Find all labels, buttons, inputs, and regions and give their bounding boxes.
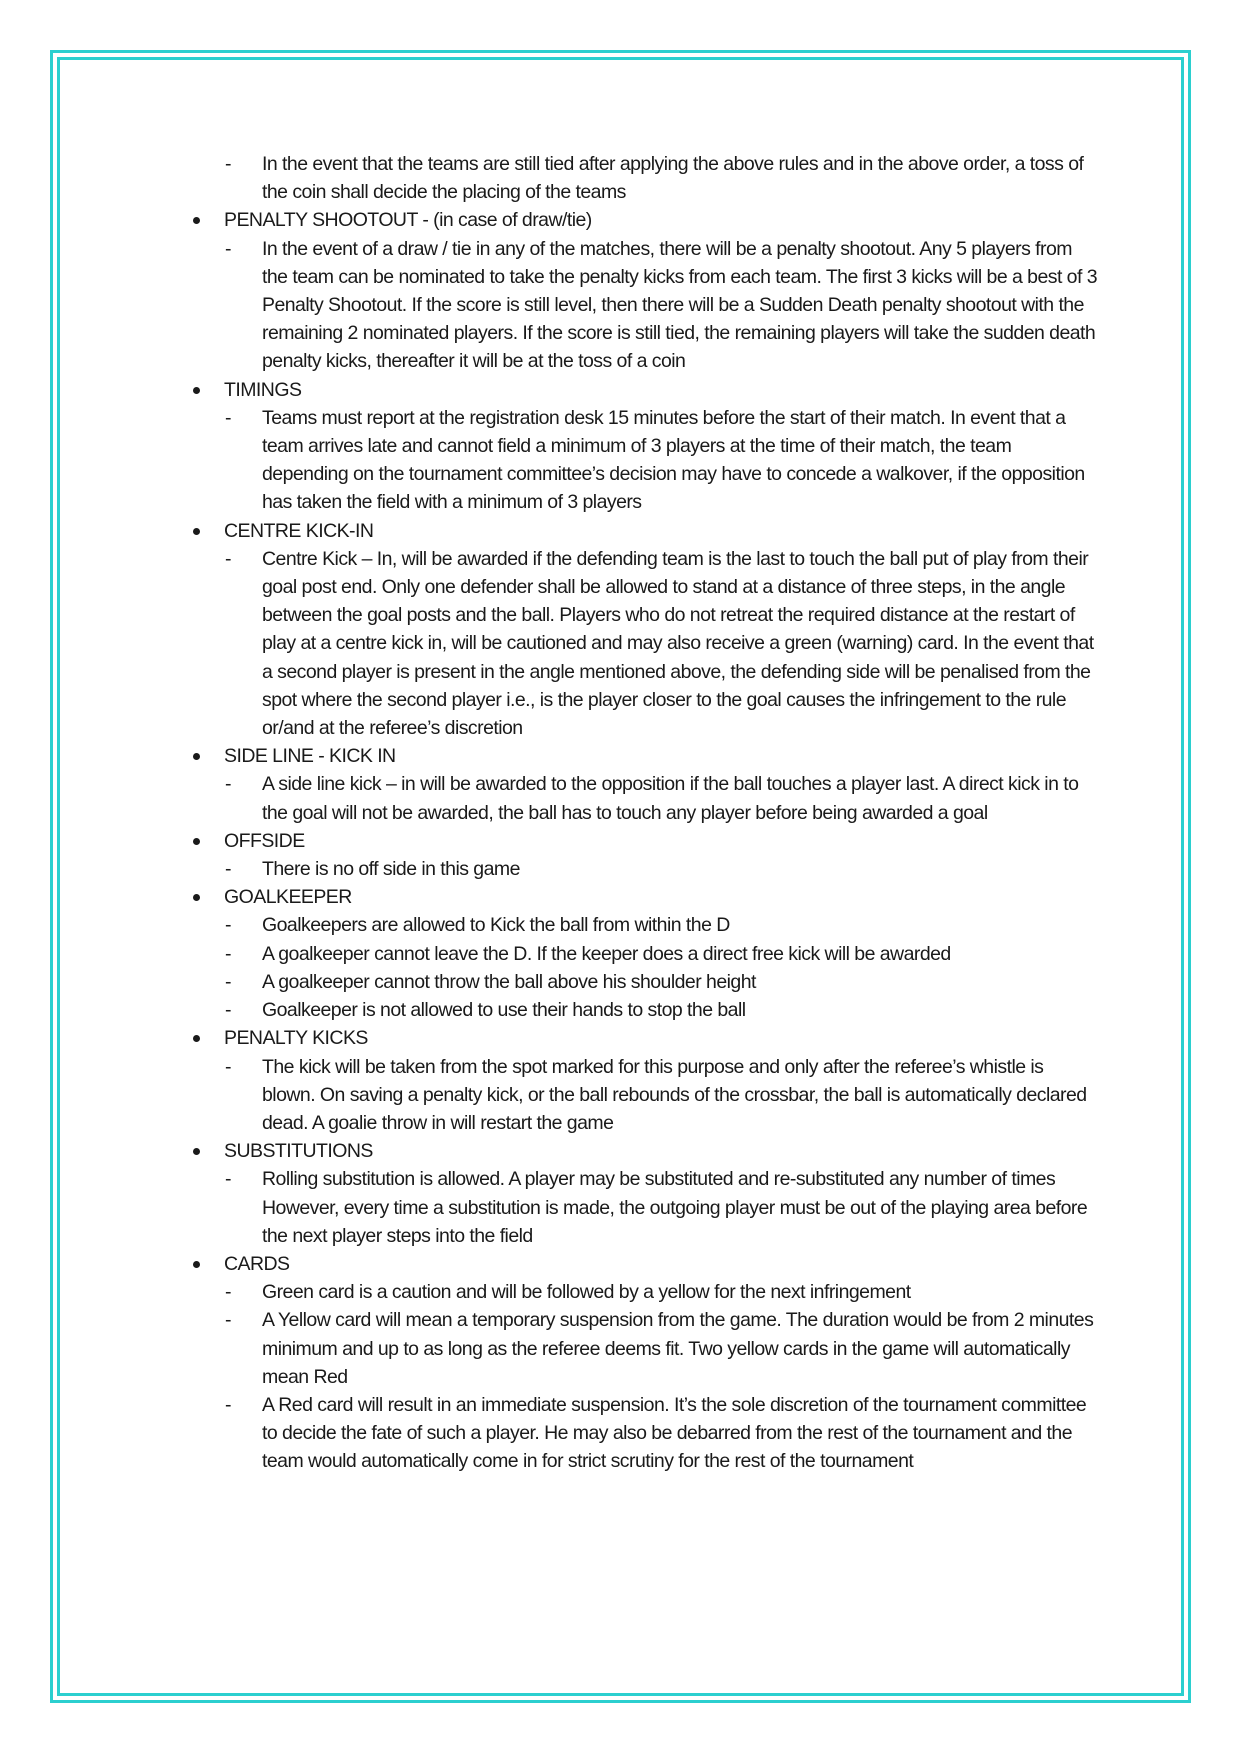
list-item <box>180 996 1100 1024</box>
section-heading <box>180 376 1100 404</box>
bullet-icon <box>193 753 200 760</box>
bullet-icon <box>193 217 200 224</box>
list-item <box>180 404 1100 517</box>
list-item <box>180 968 1100 996</box>
dash-marker-icon: - <box>225 942 231 965</box>
list-item <box>180 1165 1100 1250</box>
heading-text: PENALTY KICKS <box>224 1027 368 1050</box>
bullet-icon <box>193 387 200 394</box>
list-item <box>180 1053 1100 1138</box>
bullet-icon <box>193 894 200 901</box>
item-text: A side line kick – in will be awarded to the opposition if the ball touches a player last. A direct kick in to the goal will not be awarded, the ball has to touch any player before being awarded a goal <box>262 773 1079 824</box>
item-text: Rolling substitution is allowed. A player may be substituted and re-substituted any number of times However, every time a substitution is made, the outgoing player must be out of the playing area before the next player steps into the field <box>262 1168 1088 1247</box>
list-item <box>180 235 1100 376</box>
item-text: A Red card will result in an immediate suspension. It’s the sole discretion of the tournament committee to decide the fate of such a player. He may also be debarred from the rest of the tournament and the team would automatically come in for strict scrutiny for the rest of the tournament <box>262 1393 1087 1473</box>
list-item <box>180 150 1100 206</box>
section-heading <box>180 827 1100 855</box>
item-text: Goalkeepers are allowed to Kick the ball from within the D <box>262 914 730 937</box>
dash-marker-icon: - <box>225 1393 231 1416</box>
list-item <box>180 545 1100 742</box>
item-text: Goalkeeper is not allowed to use their hands to stop the ball <box>262 999 746 1022</box>
item-text: Green card is a caution and will be followed by a yellow for the next infringement <box>262 1281 911 1304</box>
item-text: There is no off side in this game <box>262 858 520 881</box>
list-item <box>180 855 1100 883</box>
item-text: A Yellow card will mean a temporary suspension from the game. The duration would be from 2 minutes minimum and up to as long as the referee deems fit. Two yellow cards in the game will automatically mean Red <box>262 1309 1094 1388</box>
heading-text: CENTRE KICK-IN <box>224 519 374 542</box>
heading-text: TIMINGS <box>224 378 302 401</box>
list-item <box>180 1278 1100 1306</box>
item-text: A goalkeeper cannot leave the D. If the keeper does a direct free kick will be awarded <box>262 942 951 965</box>
section-penalty-shootout <box>180 206 1100 375</box>
dash-marker-icon: - <box>225 858 231 881</box>
bullet-icon <box>193 838 200 845</box>
list-item <box>180 1391 1100 1476</box>
item-text: In the event of a draw / tie in any of the matches, there will be a penalty shootout. Any 5 players from the team can be nominated to take the penalty kicks from each team. The first 3 kicks will be a best of 3 Penalty Shootout. If the score is still level, then there will be a Sudden Death penalty shootout with the remaining 2 nominated players. If the score is still tied, the remaining players will take the sudden death penalty kicks, thereafter it will be at the toss of a coin <box>262 237 1098 373</box>
dash-marker-icon: - <box>225 914 231 937</box>
heading-text: SIDE LINE - KICK IN <box>224 745 396 768</box>
section-substitutions <box>180 1137 1100 1250</box>
section-offside <box>180 827 1100 883</box>
section-heading <box>180 206 1100 234</box>
section-side-line-kick-in <box>180 742 1100 827</box>
dash-marker-icon: - <box>225 547 231 570</box>
dash-marker-icon: - <box>225 237 231 260</box>
bullet-icon <box>193 528 200 535</box>
item-text: The kick will be taken from the spot marked for this purpose and only after the referee’s whistle is blown. On saving a penalty kick, or the ball rebounds of the crossbar, the ball is automatically declared dead. A goalie throw in will restart the game <box>262 1055 1087 1134</box>
dash-marker-icon: - <box>225 970 231 993</box>
section-centre-kick-in <box>180 517 1100 743</box>
section-tie-break-continuation <box>180 150 1100 206</box>
section-heading <box>180 742 1100 770</box>
section-heading <box>180 1250 1100 1278</box>
heading-text: CARDS <box>224 1252 290 1275</box>
list-item <box>180 1306 1100 1391</box>
item-text: Centre Kick – In, will be awarded if the defending team is the last to touch the ball put of play from their goal post end. Only one defender shall be allowed to stand at a distance of three steps, in the angle between the goal posts and the ball. Players who do not retreat the required distance at the restart of play at a centre kick in, will be cautioned and may also receive a green (warning) card. In the event that a second player is present in the angle mentioned above, the defending side will be penalised from the spot where the second player i.e., is the player closer to the goal causes the infringement to the rule or/and at the referee’s discretion <box>262 547 1094 740</box>
heading-text: GOALKEEPER <box>224 886 352 909</box>
section-penalty-kicks <box>180 1024 1100 1137</box>
dash-marker-icon: - <box>225 773 231 796</box>
section-cards <box>180 1250 1100 1476</box>
list-item <box>180 940 1100 968</box>
dash-marker-icon: - <box>225 406 231 429</box>
list-item <box>180 770 1100 826</box>
item-text: Teams must report at the registration desk 15 minutes before the start of their match. In event that a team arrives late and cannot field a minimum of 3 players at the time of their match, the team depending on the tournament committee’s decision may have to concede a walkover, if the opposition has taken the field with a minimum of 3 players <box>262 406 1085 514</box>
dash-marker-icon: - <box>225 1309 231 1332</box>
bullet-icon <box>193 1035 200 1042</box>
dash-marker-icon: - <box>225 1281 231 1304</box>
dash-marker-icon: - <box>225 999 231 1022</box>
section-timings <box>180 376 1100 517</box>
section-heading <box>180 1024 1100 1052</box>
heading-text: OFFSIDE <box>224 829 305 852</box>
rules-document <box>180 150 1100 1476</box>
section-heading <box>180 883 1100 911</box>
bullet-icon <box>193 1148 200 1155</box>
section-heading <box>180 1137 1100 1165</box>
heading-text: SUBSTITUTIONS <box>224 1140 373 1163</box>
item-text: A goalkeeper cannot throw the ball above his shoulder height <box>262 970 756 993</box>
item-text: In the event that the teams are still tied after applying the above rules and in the above order, a toss of the coin shall decide the placing of the teams <box>262 153 1084 204</box>
list-item <box>180 911 1100 939</box>
section-goalkeeper <box>180 883 1100 1024</box>
heading-text: PENALTY SHOOTOUT - (in case of draw/tie) <box>224 209 592 232</box>
bullet-icon <box>193 1261 200 1268</box>
dash-marker-icon: - <box>225 1168 231 1191</box>
dash-marker-icon: - <box>225 153 231 175</box>
dash-marker-icon: - <box>225 1055 231 1078</box>
section-heading <box>180 517 1100 545</box>
